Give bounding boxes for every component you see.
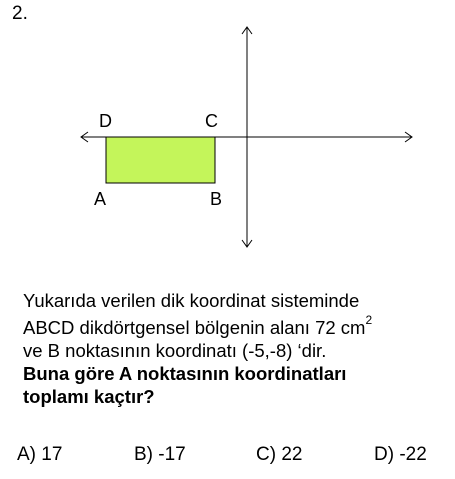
area-unit-exponent: 2	[365, 313, 373, 327]
question-text	[23, 289, 448, 408]
question-prompt-line-2: toplamı kaçtır?	[23, 386, 155, 408]
question-line-1: Yukarıda verilen dik koordinat sisteminde	[23, 290, 360, 311]
point-label-c: C	[205, 111, 218, 131]
question-line-3: ve B noktasının koordinatı (-5,-8) ‘dir.	[23, 340, 327, 362]
option-b[interactable]: B) -17	[134, 444, 186, 465]
rectangle-abcd	[106, 137, 215, 183]
question-line-2	[23, 312, 448, 339]
point-label-a: A	[94, 189, 107, 209]
option-d[interactable]: D) -22	[374, 444, 427, 465]
option-c[interactable]: C) 22	[256, 444, 303, 465]
question-line-2-text: ABCD dikdörtgensel bölgenin alanı 72 cm	[23, 317, 366, 339]
option-a[interactable]: A) 17	[17, 444, 63, 465]
point-label-d: D	[99, 111, 112, 131]
question-prompt-line-1: Buna göre A noktasının koordinatları	[23, 363, 347, 385]
point-label-b: B	[210, 189, 223, 209]
question-number: 2.	[12, 3, 28, 24]
